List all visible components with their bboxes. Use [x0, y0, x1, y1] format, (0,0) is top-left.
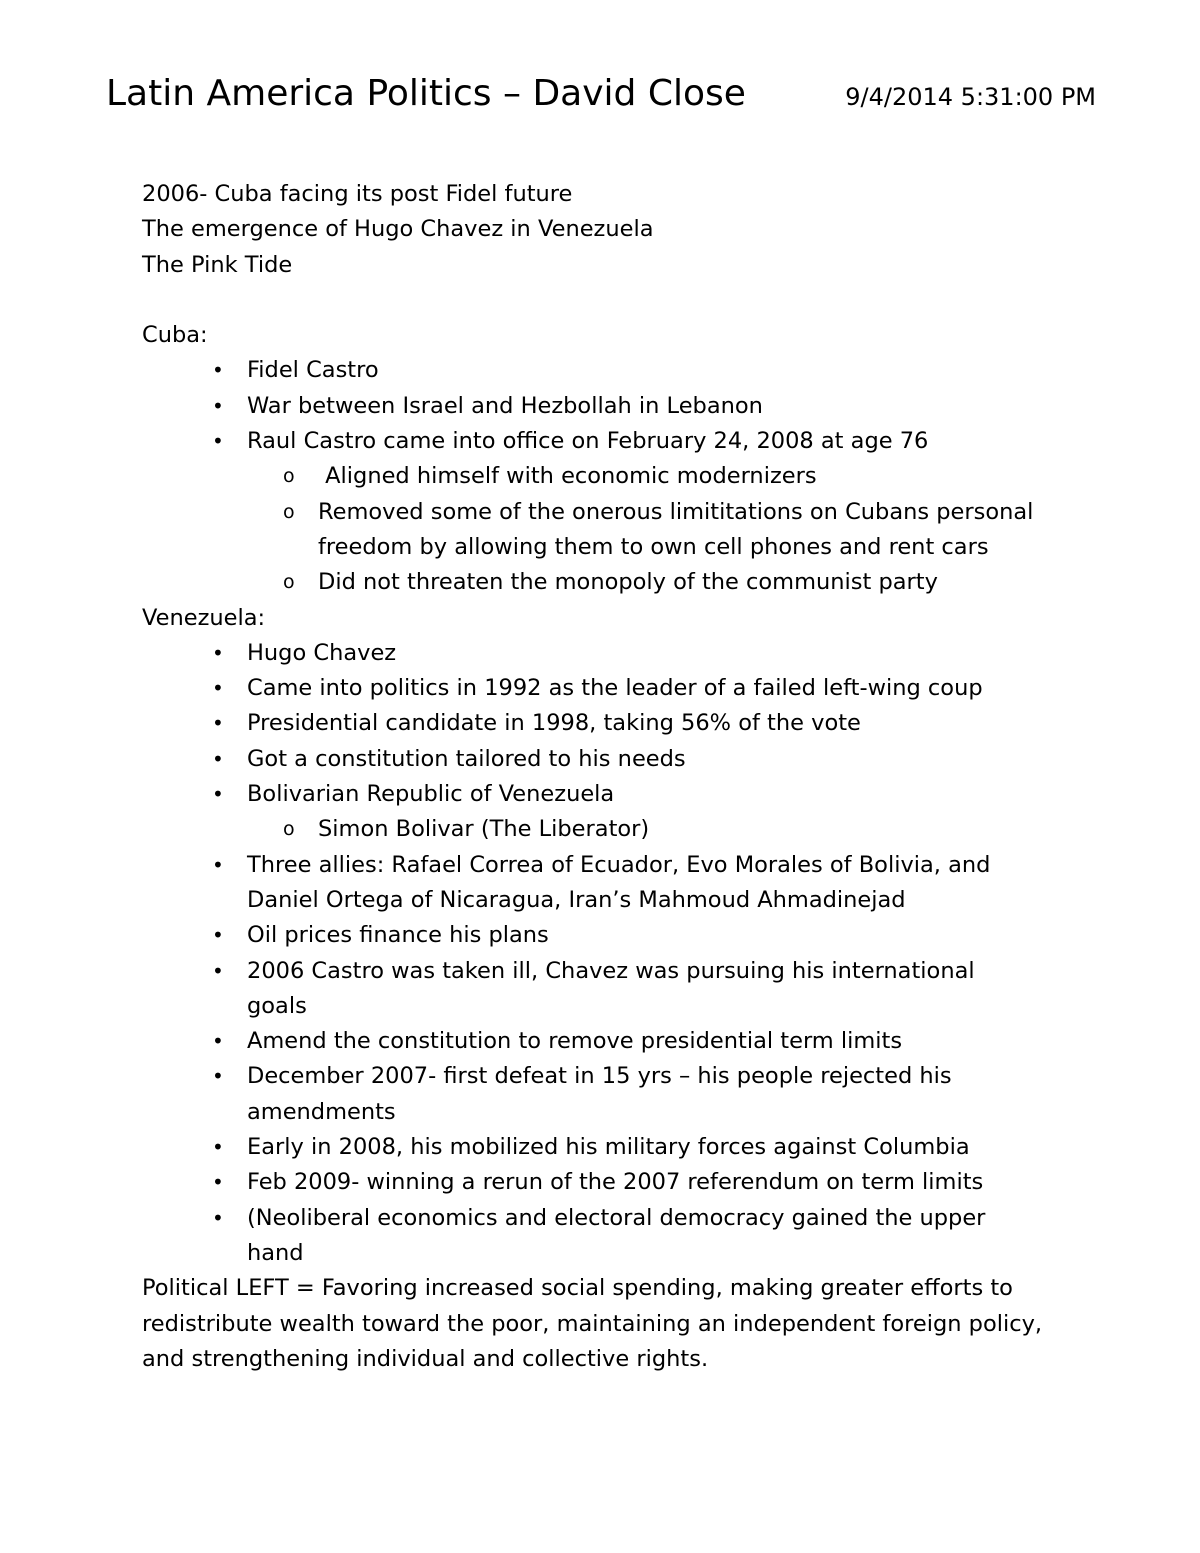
sub-list-item: [142, 812, 1072, 847]
bullet-icon: •: [212, 711, 224, 736]
venezuela-sub-list: [142, 812, 1072, 847]
list-item-text: Fidel Castro: [247, 357, 379, 384]
list-item: [142, 671, 1072, 706]
sub-bullet-icon: o: [283, 818, 295, 841]
sub-list-item-text: Simon Bolivar (The Liberator): [318, 816, 650, 843]
list-item-text: (Neoliberal economics and electoral democracy gained the upper hand: [247, 1204, 986, 1266]
list-item: [142, 636, 1072, 671]
bullet-icon: •: [212, 923, 224, 948]
blank-line: [142, 283, 1072, 318]
bullet-icon: •: [212, 393, 224, 418]
list-item: [142, 706, 1072, 741]
cuba-bullet-list: [142, 353, 1072, 459]
sub-list-item: [142, 459, 1072, 494]
list-item-text: Got a constitution tailored to his needs: [247, 745, 686, 772]
bullet-icon: •: [212, 676, 224, 701]
list-item: [142, 918, 1072, 953]
list-item: [142, 1201, 1072, 1272]
document-date: 9/4/2014 5:31:00 PM: [845, 83, 1096, 111]
intro-line: The emergence of Hugo Chavez in Venezuela: [142, 216, 654, 243]
list-item-text: Presidential candidate in 1998, taking 56% of the vote: [247, 710, 861, 737]
bullet-icon: •: [212, 640, 224, 665]
list-item-text: 2006 Castro was taken ill, Chavez was pursuing his international goals: [247, 957, 975, 1019]
list-item: [142, 777, 1072, 812]
bullet-icon: •: [212, 1135, 224, 1160]
bullet-icon: •: [212, 958, 224, 983]
bullet-icon: •: [212, 429, 224, 454]
political-left-definition: Political LEFT = Favoring increased social spending, making greater efforts to redistribute wealth toward the poor, maintaining an independent foreign policy, and strengthening individual and collective rights.: [142, 1275, 1043, 1372]
list-item: [142, 424, 1072, 459]
list-item: [142, 1165, 1072, 1200]
cuba-sub-list: [142, 459, 1072, 600]
bullet-icon: •: [212, 782, 224, 807]
list-item-text: Amend the constitution to remove presidential term limits: [247, 1028, 903, 1055]
section-heading-cuba: Cuba:: [142, 322, 208, 349]
bullet-icon: •: [212, 358, 224, 383]
list-item-text: Three allies: Rafael Correa of Ecuador, Evo Morales of Bolivia, and Daniel Ortega of Nicaragua, Iran’s Mahmoud Ahmadinejad: [247, 851, 991, 913]
list-item-text: Oil prices finance his plans: [247, 922, 549, 949]
list-item: [142, 742, 1072, 777]
intro-line: The Pink Tide: [142, 251, 293, 278]
sub-list-item-text: Did not threaten the monopoly of the communist party: [318, 569, 938, 596]
bullet-icon: •: [212, 746, 224, 771]
bullet-icon: •: [212, 1029, 224, 1054]
sub-list-item-text: Aligned himself with economic modernizers: [318, 463, 817, 490]
sub-bullet-icon: o: [283, 465, 295, 488]
list-item-text: War between Israel and Hezbollah in Lebanon: [247, 392, 763, 419]
list-item: [142, 1059, 1072, 1130]
bullet-icon: •: [212, 1064, 224, 1089]
list-item-text: Came into politics in 1992 as the leader of a failed left-wing coup: [247, 675, 983, 702]
venezuela-bullet-list: [142, 636, 1072, 812]
sub-list-item: [142, 495, 1072, 566]
sub-bullet-icon: o: [283, 500, 295, 523]
section-heading-venezuela: Venezuela:: [142, 604, 266, 631]
list-item-text: Raul Castro came into office on February 24, 2008 at age 76: [247, 428, 929, 455]
list-item-text: December 2007- first defeat in 15 yrs – his people rejected his amendments: [247, 1063, 952, 1125]
document-title: Latin America Politics – David Close: [106, 73, 746, 114]
bullet-icon: •: [212, 1170, 224, 1195]
venezuela-bullet-list-continued: [142, 848, 1072, 1272]
bullet-icon: •: [212, 1205, 224, 1230]
bullet-icon: •: [212, 852, 224, 877]
document-body: [142, 177, 1072, 1377]
document-header: [106, 70, 1096, 130]
sub-list-item: [142, 565, 1072, 600]
list-item: [142, 848, 1072, 919]
list-item-text: Feb 2009- winning a rerun of the 2007 referendum on term limits: [247, 1169, 984, 1196]
intro-line: 2006- Cuba facing its post Fidel future: [142, 181, 573, 207]
list-item-text: Bolivarian Republic of Venezuela: [247, 781, 615, 808]
list-item: [142, 1130, 1072, 1165]
list-item-text: Early in 2008, his mobilized his military forces against Columbia: [247, 1134, 970, 1161]
sub-list-item-text: Removed some of the onerous limititations on Cubans personal freedom by allowing them to own cell phones and rent cars: [318, 498, 1034, 560]
list-item-text: Hugo Chavez: [247, 639, 397, 666]
list-item: [142, 1024, 1072, 1059]
list-item: [142, 954, 1072, 1025]
list-item: [142, 353, 1072, 388]
sub-bullet-icon: o: [283, 571, 295, 594]
list-item: [142, 389, 1072, 424]
